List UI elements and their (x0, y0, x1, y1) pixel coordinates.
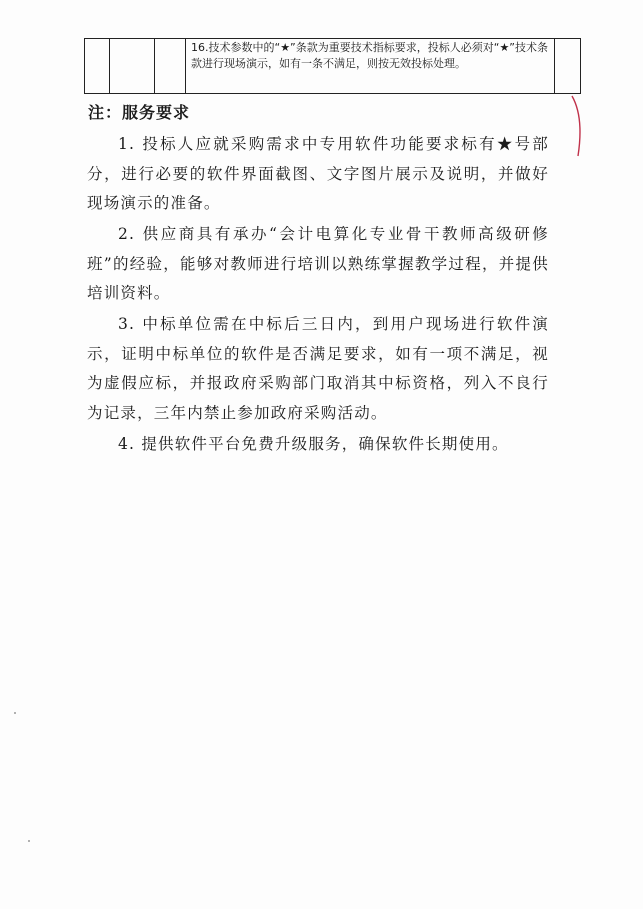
table-row (85, 39, 581, 94)
table-cell-empty (555, 39, 581, 94)
list-item: 4. 提供软件平台免费升级服务，确保软件长期使用。 (118, 434, 509, 453)
list-item: 1. 投标人应就采购需求中专用软件功能要求标有★号部分，进行必要的软件界面截图、文字图片展示及说明，并做好现场演示的准备。 (87, 135, 549, 212)
pen-mark-decoration (568, 92, 590, 160)
scan-speck (14, 712, 16, 714)
list-item: 3. 中标单位需在中标后三日内，到用户现场进行软件演示，证明中标单位的软件是否满足要求，如有一项不满足，视为虚假应标，并报政府采购部门取消其中标资格，列入不良行为记录，三年内禁止参加政府采购活动。 (87, 315, 549, 422)
table-cell-requirement-16: 16.技术参数中的“★”条款为重要技术指标要求，投标人必须对“★”技术条款进行现场演示，如有一条不满足，则按无效投标处理。 (186, 39, 555, 94)
list-item: 2. 供应商具有承办“会计电算化专业骨干教师高级研修班”的经验，能够对教师进行培训以熟练掌握教学过程，并提供培训资料。 (87, 225, 549, 302)
table-cell-empty (85, 39, 110, 94)
service-requirements-heading: 注：服务要求 (88, 103, 191, 122)
scan-speck (28, 840, 30, 842)
service-requirements-list (87, 130, 549, 461)
table-cell-empty (110, 39, 155, 94)
table-cell-empty (155, 39, 186, 94)
requirements-table-fragment (84, 38, 581, 94)
